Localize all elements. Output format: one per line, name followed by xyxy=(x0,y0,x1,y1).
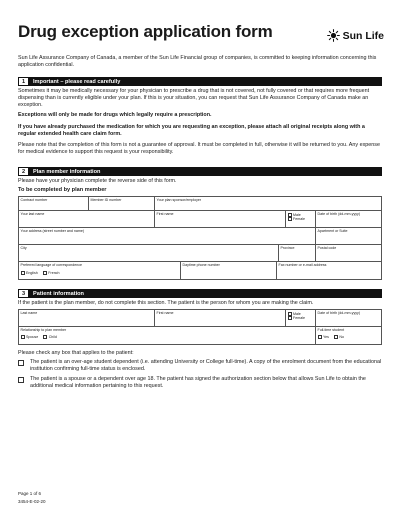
yes-checkbox[interactable] xyxy=(318,335,322,339)
member-id-field[interactable] xyxy=(89,197,155,210)
check-prompt: Please check any box that applies to the patient: xyxy=(18,350,134,356)
option-label: Child xyxy=(48,335,57,339)
section-3-instruction: If the patient is the plan member, do not complete this section. The patient is the person for whom you are making the claim. xyxy=(18,300,314,306)
field-label: Fax number or e-mail address xyxy=(278,263,327,267)
option-label: Female xyxy=(293,217,305,221)
province-field[interactable] xyxy=(279,245,316,261)
female-option[interactable] xyxy=(288,217,314,221)
sun-life-logo xyxy=(327,29,384,42)
logo-text: Sun Life xyxy=(342,29,384,42)
gender-field xyxy=(286,211,316,227)
section-1-paragraph-2: Exceptions will only be made for drugs which legally require a prescription. xyxy=(18,112,212,118)
child-checkbox[interactable] xyxy=(43,335,47,339)
section-title: Important – please read carefully xyxy=(33,78,121,85)
apartment-field[interactable] xyxy=(316,228,381,244)
field-label: Date of birth (dd-mm-yyyy) xyxy=(317,311,361,315)
field-label: Relationship to plan member xyxy=(20,328,67,332)
option-label: French xyxy=(48,271,60,275)
field-label: Date of birth (dd-mm-yyyy) xyxy=(317,212,361,216)
field-label: Last name xyxy=(20,311,38,315)
field-label: City xyxy=(20,246,27,250)
option-label: Spouse xyxy=(26,335,39,339)
intro-text: Sun Life Assurance Company of Canada, a member of the Sun Life Financial group of companies, is committed to keeping information concerning this application confidential. xyxy=(18,55,377,69)
address-field[interactable] xyxy=(19,228,316,244)
page-title: Drug exception application form xyxy=(18,22,273,41)
city-field[interactable] xyxy=(19,245,279,261)
section-1-paragraph-3: If you have already purchased the medication for which you are requesting an exception, please attach all original receipts along with a regular extended health care claim form. xyxy=(18,124,365,138)
fax-email-field[interactable] xyxy=(277,262,381,279)
field-label: Your address (street number and name) xyxy=(20,229,85,233)
daytime-phone-field[interactable] xyxy=(181,262,277,279)
patient-form xyxy=(18,309,382,345)
plan-member-form xyxy=(18,196,382,280)
plan-sponsor-field[interactable] xyxy=(155,197,381,210)
patient-date-of-birth-field[interactable] xyxy=(316,310,381,326)
patient-first-name-field[interactable] xyxy=(155,310,286,326)
over-age-student-checkbox[interactable] xyxy=(18,360,24,366)
form-code: 3454-E-02-20 xyxy=(18,499,46,504)
section-2-instruction: Please have your physician complete the reverse side of this form. xyxy=(18,178,177,184)
section-title: Patient information xyxy=(33,290,84,297)
spouse-dependent-text: The patient is a spouse or a dependent over age 18. The patient has signed the authorization section below that allows Sun Life to obtain the additional medical information pertaining to this request. xyxy=(30,376,366,390)
full-time-student-field xyxy=(316,327,381,344)
option-label: Yes xyxy=(323,335,329,339)
section-1-paragraph-1: Sometimes it may be medically necessary for your physician to prescribe a drug that is not covered, not fully covered or that requires more frequent dispensing than is currently eligible under your plan. If this is your situation, you can request that Sun Life Assurance Company of Canada make an exception. xyxy=(18,88,370,109)
over-age-student-text: The patient is an over-age student dependent (i.e. attending University or College full-time). A copy of the enrolment document from the educational institution confirming full-time status is enclosed. xyxy=(30,359,382,373)
field-label: First name xyxy=(156,311,174,315)
field-label: Postal code xyxy=(317,246,337,250)
female-checkbox[interactable] xyxy=(288,316,292,320)
page-number: Page 1 of 6 xyxy=(18,491,42,496)
english-option[interactable] xyxy=(21,271,38,275)
field-label: Daytime phone number xyxy=(182,263,220,267)
sun-icon xyxy=(327,29,340,42)
english-checkbox[interactable] xyxy=(21,271,25,275)
field-label: Your last name xyxy=(20,212,45,216)
option-label: No xyxy=(339,335,344,339)
french-checkbox[interactable] xyxy=(43,271,47,275)
no-checkbox[interactable] xyxy=(334,335,338,339)
spouse-option[interactable] xyxy=(21,335,39,339)
section-number: 1 xyxy=(18,77,29,86)
section-2-header xyxy=(18,167,382,176)
child-option[interactable] xyxy=(43,335,57,339)
language-field xyxy=(19,262,181,279)
spouse-dependent-checkbox[interactable] xyxy=(18,377,24,383)
option-label: Male xyxy=(293,213,301,217)
no-option[interactable] xyxy=(334,335,344,339)
field-label: Contract number xyxy=(20,198,48,202)
first-name-field[interactable] xyxy=(155,211,286,227)
yes-option[interactable] xyxy=(318,335,329,339)
date-of-birth-field[interactable] xyxy=(316,211,381,227)
female-checkbox[interactable] xyxy=(288,217,292,221)
field-label: Preferred language of correspondence xyxy=(20,263,83,267)
spouse-checkbox[interactable] xyxy=(21,335,25,339)
french-option[interactable] xyxy=(43,271,60,275)
section-2-subheading: To be completed by plan member xyxy=(18,187,107,193)
section-number: 3 xyxy=(18,289,29,298)
field-label: Apartment or Suite xyxy=(317,229,348,233)
section-number: 2 xyxy=(18,167,29,176)
patient-last-name-field[interactable] xyxy=(19,310,155,326)
option-label: English xyxy=(26,271,38,275)
option-label: Male xyxy=(293,312,301,316)
contract-number-field[interactable] xyxy=(19,197,89,210)
field-label: Province xyxy=(280,246,295,250)
female-option[interactable] xyxy=(288,316,314,320)
field-label: Full-time student xyxy=(317,328,345,332)
section-3-header xyxy=(18,289,382,298)
relationship-field xyxy=(19,327,316,344)
patient-gender-field xyxy=(286,310,316,326)
postal-code-field[interactable] xyxy=(316,245,381,261)
section-1-header xyxy=(18,77,382,86)
section-title: Plan member information xyxy=(33,168,101,175)
option-label: Female xyxy=(293,316,305,320)
field-label: First name xyxy=(156,212,174,216)
field-label: Member ID number xyxy=(90,198,122,202)
field-label: Your plan sponsor/employer xyxy=(156,198,202,202)
last-name-field[interactable] xyxy=(19,211,155,227)
section-1-paragraph-4: Please note that the completion of this form is not a guarantee of approval. It must be completed in full, otherwise it will be returned to you. Any expense for medical evidence to support this request is your responsibility. xyxy=(18,142,380,156)
